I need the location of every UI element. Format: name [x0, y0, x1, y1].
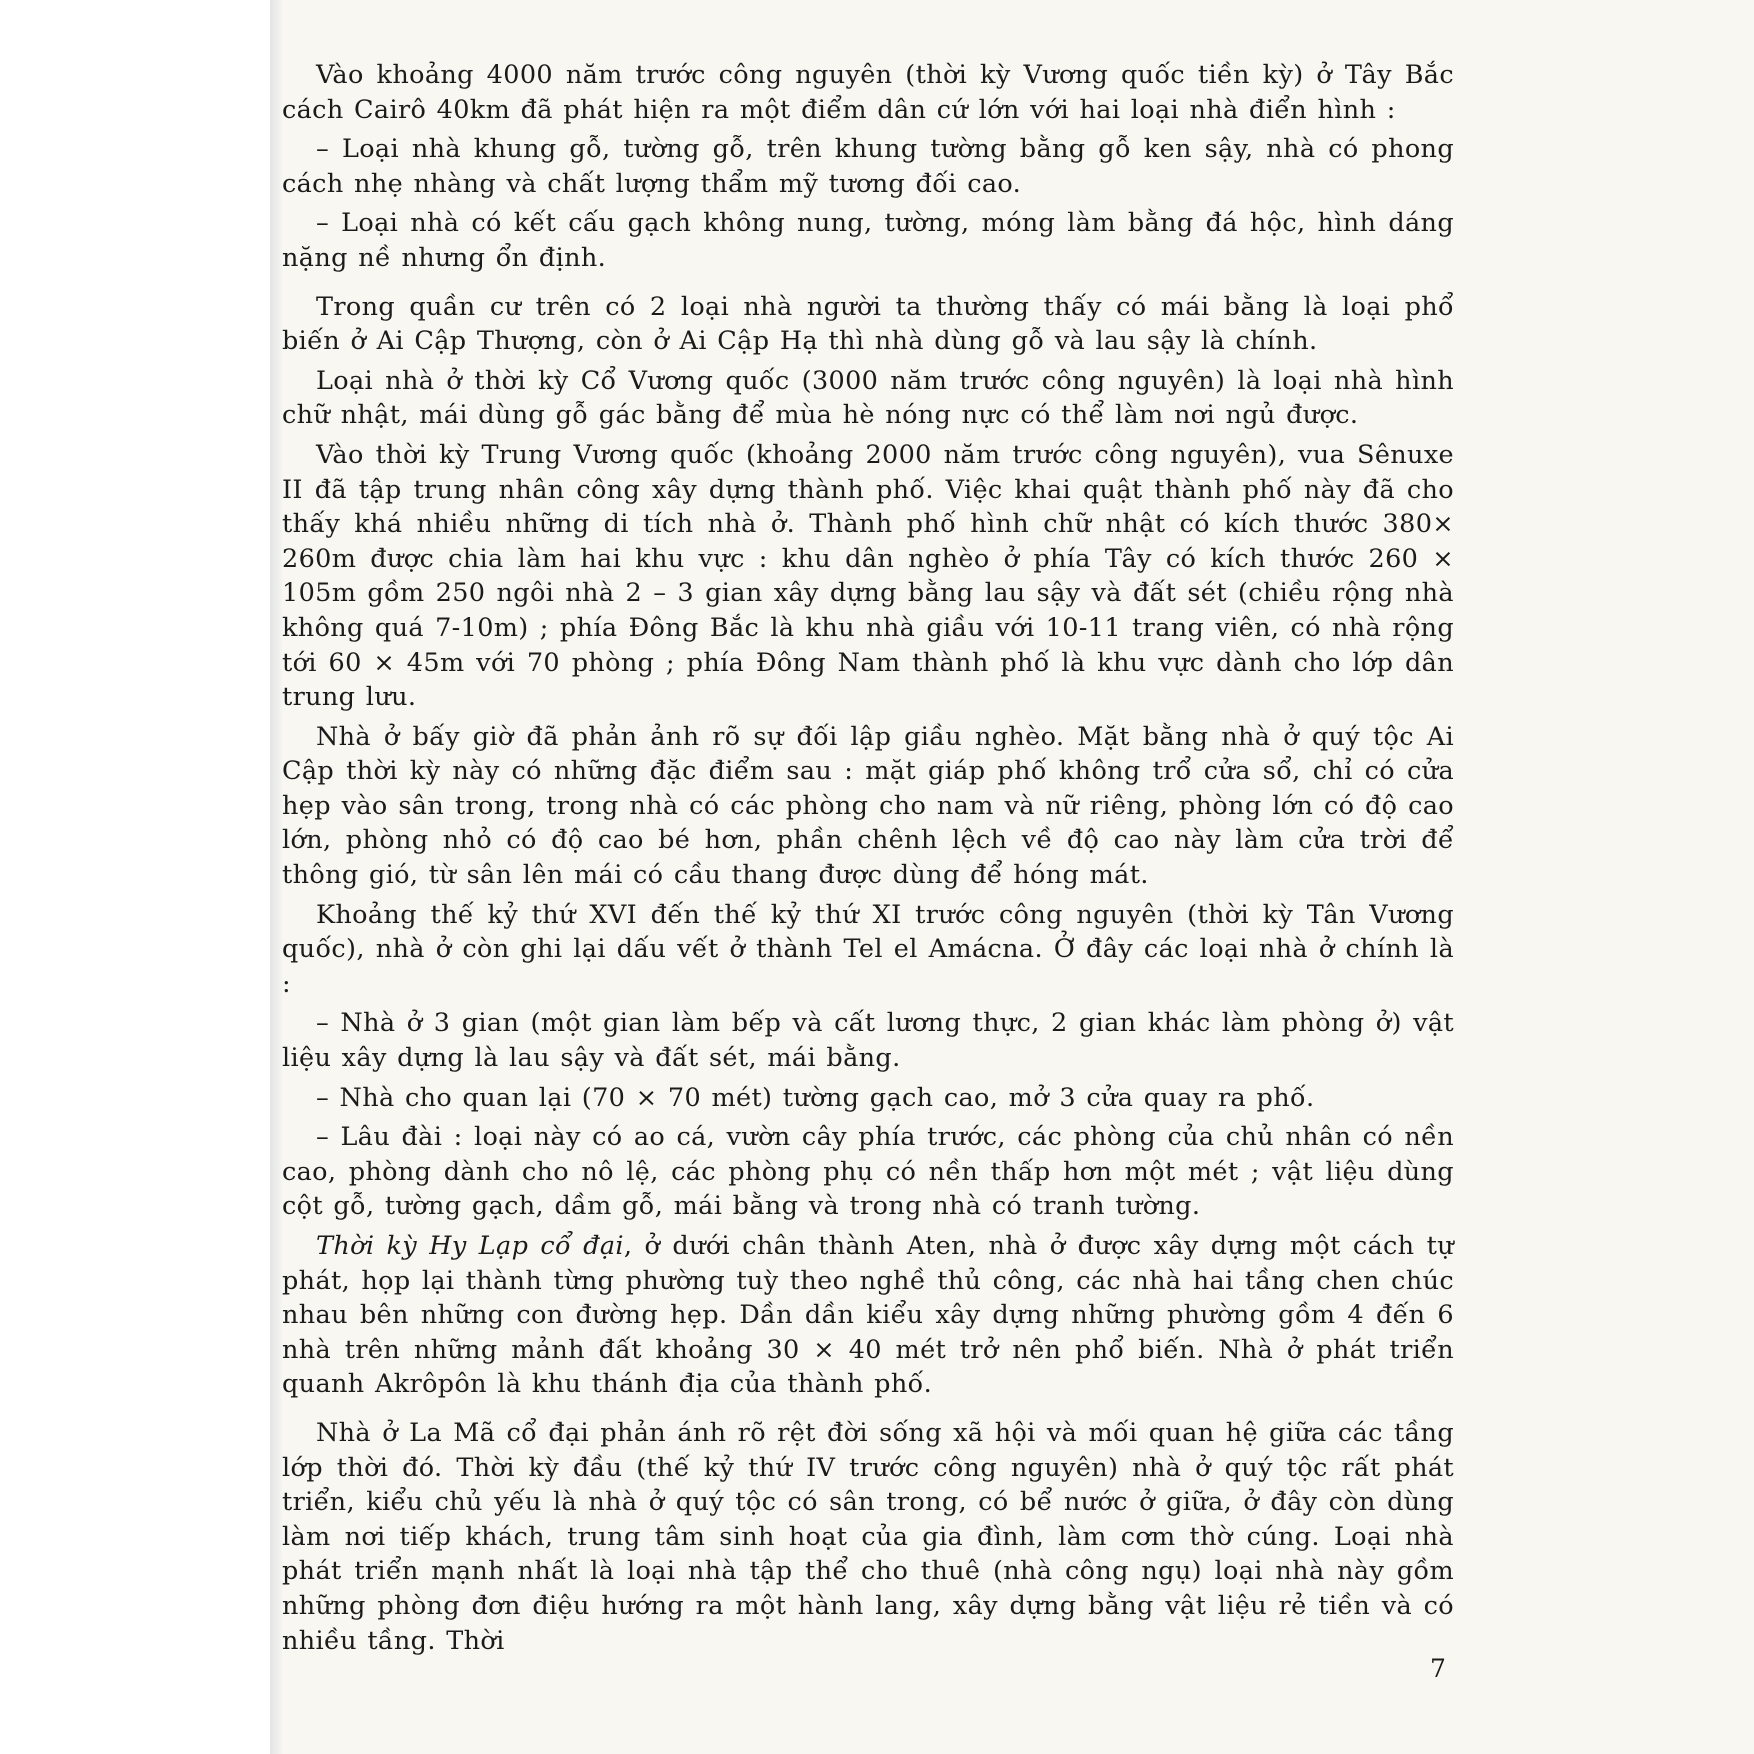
paragraph: Nhà ở bấy giờ đã phản ảnh rõ sự đối lập giầu nghèo. Mặt bằng nhà ở quý tộc Ai Cập thời kỳ này có những đặc điểm sau : mặt giáp phố không trổ cửa sổ, chỉ có cửa hẹp vào sân trong, trong nhà có các phòng cho nam và nữ riêng, phòng lớn có độ cao lớn, phòng nhỏ có độ cao bé hơn, phần chênh lệch về độ cao này làm cửa trời để thông gió, từ sân lên mái có cầu thang được dùng để hóng mát.	[282, 721, 1454, 891]
paragraph: Loại nhà ở thời kỳ Cổ Vương quốc (3000 năm trước công nguyên) là loại nhà hình chữ nhật, mái dùng gỗ gác bằng để mùa hè nóng nực có thể làm nơi ngủ được.	[282, 365, 1454, 431]
body-text	[282, 58, 1454, 1663]
page-number: 7	[1430, 1654, 1446, 1683]
paragraph: – Nhà ở 3 gian (một gian làm bếp và cất lương thực, 2 gian khác làm phòng ở) vật liệu xây dựng là lau sậy và đất sét, mái bằng.	[282, 1008, 1454, 1074]
left-blank-margin	[0, 0, 277, 1754]
paragraph: – Lâu đài : loại này có ao cá, vườn cây phía trước, các phòng của chủ nhân có nền cao, phòng dành cho nô lệ, các phòng phụ có nền thấp hơn một mét ; vật liệu dùng cột gỗ, tường gạch, dầm gỗ, mái bằng và trong nhà có tranh tường.	[282, 1122, 1454, 1222]
paragraph: Khoảng thế kỷ thứ XVI đến thế kỷ thứ XI trước công nguyên (thời kỳ Tân Vương quốc), nhà ở còn ghi lại dấu vết ở thành Tel el Amácna. Ở đây các loại nhà ở chính là :	[282, 899, 1454, 999]
book-page	[282, 0, 1754, 1754]
paragraph: Vào khoảng 4000 năm trước công nguyên (thời kỳ Vương quốc tiền kỳ) ở Tây Bắc cách Cairô 40km đã phát hiện ra một điểm dân cứ lớn với hai loại nhà điển hình :	[282, 60, 1454, 125]
paragraph-body: , ở dưới chân thành Aten, nhà ở được xây dựng một cách tự phát, họp lại thành từng phường tuỳ theo nghề thủ công, các nhà hai tầng chen chúc nhau bên những con đường hẹp. Dần dần kiểu xây dựng những phường gồm 4 đến 6 nhà trên những mảnh đất khoảng 30 × 40 mét trở nên phổ biến. Nhà ở phát triển quanh Akrôpôn là khu thánh địa của thành phố.	[282, 1231, 1454, 1400]
paragraph	[282, 1229, 1454, 1402]
paragraph: – Loại nhà có kết cấu gạch không nung, tường, móng làm bằng đá hộc, hình dáng nặng nề nhưng ổn định.	[282, 208, 1454, 273]
italic-section-lead: Thời kỳ Hy Lạp cổ đại	[316, 1231, 624, 1261]
paragraph: Trong quần cư trên có 2 loại nhà người ta thường thấy có mái bằng là loại phổ biến ở Ai Cập Thượng, còn ở Ai Cập Hạ thì nhà dùng gỗ và lau sậy là chính.	[282, 291, 1454, 357]
paragraph: – Nhà cho quan lại (70 × 70 mét) tường gạch cao, mở 3 cửa quay ra phố.	[316, 1082, 1315, 1113]
paragraph: Vào thời kỳ Trung Vương quốc (khoảng 2000 năm trước công nguyên), vua Sênuxe II đã tập trung nhân công xây dựng thành phố. Việc khai quật thành phố này đã cho thấy khá nhiều những di tích nhà ở. Thành phố hình chữ nhật có kích thước 380× 260m được chia làm hai khu vực : khu dân nghèo ở phía Tây có kích thước 260 × 105m gồm 250 ngôi nhà 2 – 3 gian xây dựng bằng lau sậy và đất sét (chiều rộng nhà không quá 7-10m) ; phía Đông Bắc là khu nhà giầu với 10-11 trang viên, có nhà rộng tới 60 × 45m với 70 phòng ; phía Đông Nam thành phố là khu vực dành cho lớp dân trung lưu.	[282, 439, 1454, 713]
paragraph: Nhà ở La Mã cổ đại phản ánh rõ rệt đời sống xã hội và mối quan hệ giữa các tầng lớp thời đó. Thời kỳ đầu (thế kỷ thứ IV trước công nguyên) nhà ở quý tộc rất phát triển, kiểu chủ yếu là nhà ở quý tộc có sân trong, có bể nước ở giữa, ở đây còn dùng làm nơi tiếp khách, trung tâm sinh hoạt của gia đình, làm cơm thờ cúng. Loại nhà phát triển mạnh nhất là loại nhà tập thể cho thuê (nhà công ngụ) loại nhà này gồm những phòng đơn điệu hướng ra một hành lang, xây dựng bằng vật liệu rẻ tiền và có nhiều tầng. Thời	[282, 1417, 1454, 1656]
paragraph: – Loại nhà khung gỗ, tường gỗ, trên khung tường bằng gỗ ken sậy, nhà có phong cách nhẹ nhàng và chất lượng thẩm mỹ tương đối cao.	[282, 134, 1454, 199]
